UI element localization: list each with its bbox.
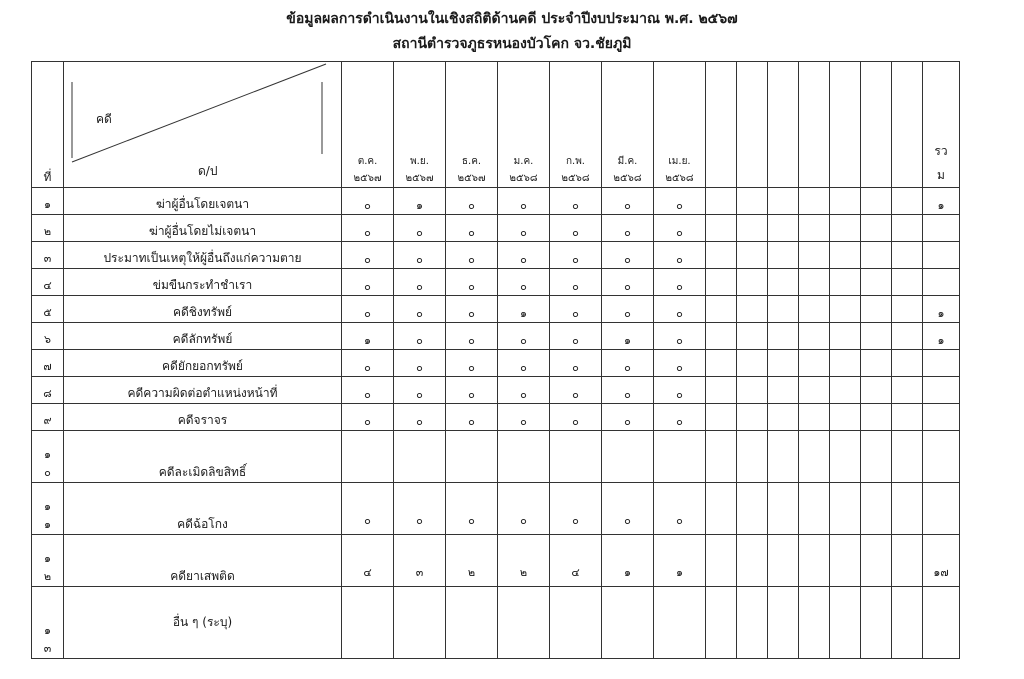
case-name: ฆ่าผู้อื่นโดยไม่เจตนา: [64, 215, 342, 242]
empty-cell: [861, 242, 892, 269]
empty-cell: [892, 404, 923, 431]
row-number: ๓: [32, 242, 64, 269]
empty-cell: [706, 215, 737, 242]
row-number: ๔: [32, 269, 64, 296]
empty-cell: [768, 188, 799, 215]
empty-cell: [768, 404, 799, 431]
empty-cell: [706, 188, 737, 215]
row-total: [923, 483, 960, 535]
month-value: [550, 431, 602, 483]
row-total: [923, 404, 960, 431]
month-value: ๐: [342, 269, 394, 296]
empty-cell: [706, 242, 737, 269]
month-value: ๐: [602, 296, 654, 323]
month-value: ๐: [550, 296, 602, 323]
empty-cell: [737, 404, 768, 431]
empty-cell: [830, 431, 861, 483]
empty-cell: [737, 431, 768, 483]
month-value: ๒: [446, 535, 498, 587]
case-name: ประมาทเป็นเหตุให้ผู้อื่นถึงแก่ความตาย: [64, 242, 342, 269]
empty-cell: [799, 188, 830, 215]
empty-cell: [830, 188, 861, 215]
month-period-label: ด/ป: [198, 164, 218, 178]
empty-cell: [861, 535, 892, 587]
empty-cell: [830, 242, 861, 269]
month-value: ๐: [498, 404, 550, 431]
empty-cell: [737, 323, 768, 350]
month-value: ๐: [550, 483, 602, 535]
month-value: ๐: [394, 350, 446, 377]
empty-cell: [799, 431, 830, 483]
month-value: ๐: [602, 350, 654, 377]
month-value: ๐: [498, 188, 550, 215]
row-total: [923, 350, 960, 377]
empty-cell: [768, 535, 799, 587]
row-number: ๙: [32, 404, 64, 431]
empty-cell: [892, 535, 923, 587]
month-value: [394, 431, 446, 483]
month-value: ๐: [394, 483, 446, 535]
column-header-case: [64, 62, 342, 188]
month-value: ๑: [602, 535, 654, 587]
case-name: ฆ่าผู้อื่นโดยเจตนา: [64, 188, 342, 215]
month-value: ๑: [498, 296, 550, 323]
month-value: [602, 587, 654, 659]
empty-cell: [706, 535, 737, 587]
month-value: ๑: [394, 188, 446, 215]
empty-cell: [768, 215, 799, 242]
empty-cell: [799, 296, 830, 323]
month-value: [446, 587, 498, 659]
month-value: ๐: [446, 483, 498, 535]
empty-cell: [830, 377, 861, 404]
month-value: ๐: [342, 377, 394, 404]
month-value: ๐: [654, 323, 706, 350]
month-value: ๐: [654, 215, 706, 242]
empty-cell: [706, 350, 737, 377]
month-value: ๐: [550, 350, 602, 377]
column-header-month: ก.พ. ๒๕๖๘: [550, 62, 602, 188]
empty-cell: [737, 483, 768, 535]
empty-cell: [861, 404, 892, 431]
month-value: ๐: [654, 377, 706, 404]
row-number: ๑ ๓: [32, 587, 64, 659]
table-row: [32, 587, 960, 659]
empty-cell: [737, 215, 768, 242]
column-header-empty: [799, 62, 830, 188]
empty-cell: [799, 483, 830, 535]
case-name: คดีละเมิดลิขสิทธิ์: [64, 431, 342, 483]
empty-cell: [861, 323, 892, 350]
table-row: [32, 242, 960, 269]
month-value: ๐: [550, 188, 602, 215]
case-name: คดีชิงทรัพย์: [64, 296, 342, 323]
empty-cell: [768, 377, 799, 404]
row-number: ๑ ๑: [32, 483, 64, 535]
row-total: [923, 242, 960, 269]
month-value: ๐: [342, 296, 394, 323]
row-number: ๗: [32, 350, 64, 377]
empty-cell: [737, 377, 768, 404]
month-value: ๐: [550, 215, 602, 242]
table-row: [32, 350, 960, 377]
row-total: [923, 587, 960, 659]
month-value: ๐: [602, 188, 654, 215]
empty-cell: [768, 483, 799, 535]
case-name: คดียักยอกทรัพย์: [64, 350, 342, 377]
column-header-empty: [830, 62, 861, 188]
row-number: ๑: [32, 188, 64, 215]
row-number: ๖: [32, 323, 64, 350]
month-value: ๐: [654, 242, 706, 269]
month-value: ๑: [342, 323, 394, 350]
case-name: อื่น ๆ (ระบุ): [64, 587, 342, 659]
empty-cell: [706, 296, 737, 323]
column-header-month: ธ.ค. ๒๕๖๗: [446, 62, 498, 188]
month-value: ๐: [446, 215, 498, 242]
month-value: ๐: [602, 483, 654, 535]
row-total: [923, 377, 960, 404]
empty-cell: [706, 377, 737, 404]
month-value: [654, 431, 706, 483]
month-value: ๐: [394, 404, 446, 431]
empty-cell: [861, 350, 892, 377]
empty-cell: [737, 269, 768, 296]
empty-cell: [768, 323, 799, 350]
month-value: ๐: [602, 242, 654, 269]
table-row: [32, 215, 960, 242]
empty-cell: [768, 350, 799, 377]
month-value: ๐: [498, 483, 550, 535]
table-row: [32, 188, 960, 215]
column-header-empty: [737, 62, 768, 188]
empty-cell: [706, 431, 737, 483]
row-total: ๑: [923, 296, 960, 323]
empty-cell: [706, 587, 737, 659]
month-value: ๐: [498, 215, 550, 242]
table-row: [32, 431, 960, 483]
empty-cell: [892, 483, 923, 535]
empty-cell: [892, 269, 923, 296]
empty-cell: [830, 587, 861, 659]
empty-cell: [892, 587, 923, 659]
empty-cell: [892, 377, 923, 404]
month-value: ๔: [342, 535, 394, 587]
month-value: ๐: [602, 404, 654, 431]
row-total: [923, 431, 960, 483]
empty-cell: [768, 296, 799, 323]
column-header-month: ต.ค. ๒๕๖๗: [342, 62, 394, 188]
empty-cell: [737, 296, 768, 323]
month-value: ๑: [602, 323, 654, 350]
case-name: ข่มขืนกระทำชำเรา: [64, 269, 342, 296]
month-value: ๐: [654, 483, 706, 535]
empty-cell: [861, 587, 892, 659]
month-value: ๐: [654, 269, 706, 296]
month-value: ๐: [550, 242, 602, 269]
empty-cell: [706, 269, 737, 296]
empty-cell: [892, 350, 923, 377]
month-value: ๐: [446, 269, 498, 296]
empty-cell: [768, 431, 799, 483]
column-header-empty: [768, 62, 799, 188]
month-value: ๒: [498, 535, 550, 587]
empty-cell: [706, 483, 737, 535]
empty-cell: [892, 188, 923, 215]
station-title: สถานีตำรวจภูธรหนองบัวโคก จว.ชัยภูมิ: [392, 36, 632, 52]
month-value: ๑: [654, 535, 706, 587]
column-header-month: มี.ค. ๒๕๖๘: [602, 62, 654, 188]
empty-cell: [892, 296, 923, 323]
empty-cell: [830, 215, 861, 242]
month-value: [342, 587, 394, 659]
row-number: ๕: [32, 296, 64, 323]
month-value: [602, 431, 654, 483]
empty-cell: [737, 587, 768, 659]
month-value: ๐: [654, 188, 706, 215]
empty-cell: [892, 431, 923, 483]
empty-cell: [861, 483, 892, 535]
month-value: ๐: [550, 404, 602, 431]
empty-cell: [706, 404, 737, 431]
empty-cell: [861, 215, 892, 242]
month-value: ๐: [342, 350, 394, 377]
column-header-empty: [861, 62, 892, 188]
column-header-empty: [706, 62, 737, 188]
empty-cell: [799, 350, 830, 377]
month-value: ๐: [446, 377, 498, 404]
month-value: ๐: [394, 269, 446, 296]
column-header-month: ม.ค. ๒๕๖๘: [498, 62, 550, 188]
month-value: ๐: [342, 188, 394, 215]
statistics-table: [31, 61, 960, 659]
empty-cell: [737, 242, 768, 269]
month-value: ๐: [498, 377, 550, 404]
column-header-month: พ.ย. ๒๕๖๗: [394, 62, 446, 188]
empty-cell: [768, 242, 799, 269]
table-row: [32, 404, 960, 431]
month-value: ๐: [602, 377, 654, 404]
empty-cell: [861, 377, 892, 404]
month-value: ๐: [550, 323, 602, 350]
case-name: คดีลักทรัพย์: [64, 323, 342, 350]
empty-cell: [799, 242, 830, 269]
empty-cell: [830, 483, 861, 535]
row-number: ๑ ๐: [32, 431, 64, 483]
case-name: คดีความผิดต่อตำแหน่งหน้าที่: [64, 377, 342, 404]
month-value: ๐: [602, 215, 654, 242]
table-row: [32, 377, 960, 404]
empty-cell: [768, 587, 799, 659]
row-number: ๒: [32, 215, 64, 242]
case-name: คดีฉ้อโกง: [64, 483, 342, 535]
month-value: ๐: [446, 242, 498, 269]
month-value: ๐: [394, 215, 446, 242]
case-name: คดีจราจร: [64, 404, 342, 431]
empty-cell: [830, 404, 861, 431]
month-value: ๐: [446, 404, 498, 431]
empty-cell: [861, 431, 892, 483]
empty-cell: [830, 350, 861, 377]
empty-cell: [768, 269, 799, 296]
empty-cell: [892, 242, 923, 269]
column-header-month: เม.ย. ๒๕๖๘: [654, 62, 706, 188]
month-value: ๐: [498, 350, 550, 377]
empty-cell: [799, 535, 830, 587]
month-value: ๐: [498, 323, 550, 350]
empty-cell: [799, 377, 830, 404]
row-total: ๑๗: [923, 535, 960, 587]
empty-cell: [799, 323, 830, 350]
empty-cell: [799, 269, 830, 296]
empty-cell: [799, 587, 830, 659]
empty-cell: [861, 188, 892, 215]
month-value: ๐: [446, 350, 498, 377]
month-value: ๐: [498, 242, 550, 269]
empty-cell: [861, 269, 892, 296]
month-value: ๐: [446, 323, 498, 350]
column-header-empty: [892, 62, 923, 188]
row-number: ๘: [32, 377, 64, 404]
empty-cell: [737, 188, 768, 215]
month-value: ๐: [446, 296, 498, 323]
row-number: ๑ ๒: [32, 535, 64, 587]
month-value: ๐: [394, 296, 446, 323]
month-value: [654, 587, 706, 659]
month-value: ๐: [394, 377, 446, 404]
row-total: [923, 269, 960, 296]
case-name: คดียาเสพติด: [64, 535, 342, 587]
month-value: ๐: [654, 404, 706, 431]
month-value: ๐: [446, 188, 498, 215]
table-row: [32, 483, 960, 535]
column-header-no: ที่: [32, 62, 64, 188]
month-value: [498, 431, 550, 483]
table-row: [32, 296, 960, 323]
empty-cell: [830, 535, 861, 587]
month-value: ๐: [394, 242, 446, 269]
month-value: ๐: [394, 323, 446, 350]
case-label: คดี: [96, 112, 112, 126]
table-row: [32, 323, 960, 350]
month-value: ๐: [550, 377, 602, 404]
empty-cell: [892, 323, 923, 350]
empty-cell: [799, 404, 830, 431]
empty-cell: [861, 296, 892, 323]
month-value: ๐: [342, 404, 394, 431]
column-header-total: รว ม: [923, 62, 960, 188]
month-value: ๐: [550, 269, 602, 296]
empty-cell: [892, 215, 923, 242]
table-row: [32, 535, 960, 587]
month-value: [342, 431, 394, 483]
month-value: ๐: [654, 296, 706, 323]
month-value: ๐: [342, 242, 394, 269]
month-value: ๐: [342, 483, 394, 535]
empty-cell: [830, 269, 861, 296]
month-value: ๐: [342, 215, 394, 242]
row-total: ๑: [923, 323, 960, 350]
month-value: [394, 587, 446, 659]
month-value: [446, 431, 498, 483]
empty-cell: [830, 296, 861, 323]
empty-cell: [706, 323, 737, 350]
month-value: ๔: [550, 535, 602, 587]
header-row: [32, 62, 960, 188]
report-title: ข้อมูลผลการดำเนินงานในเชิงสถิติด้านคดี ประจำปีงบประมาณ พ.ศ. ๒๕๖๗: [286, 11, 738, 27]
row-total: ๑: [923, 188, 960, 215]
month-value: ๐: [602, 269, 654, 296]
row-total: [923, 215, 960, 242]
month-value: [498, 587, 550, 659]
month-value: [550, 587, 602, 659]
month-value: ๓: [394, 535, 446, 587]
month-value: ๐: [654, 350, 706, 377]
empty-cell: [737, 350, 768, 377]
empty-cell: [799, 215, 830, 242]
empty-cell: [830, 323, 861, 350]
month-value: ๐: [498, 269, 550, 296]
empty-cell: [737, 535, 768, 587]
table-row: [32, 269, 960, 296]
